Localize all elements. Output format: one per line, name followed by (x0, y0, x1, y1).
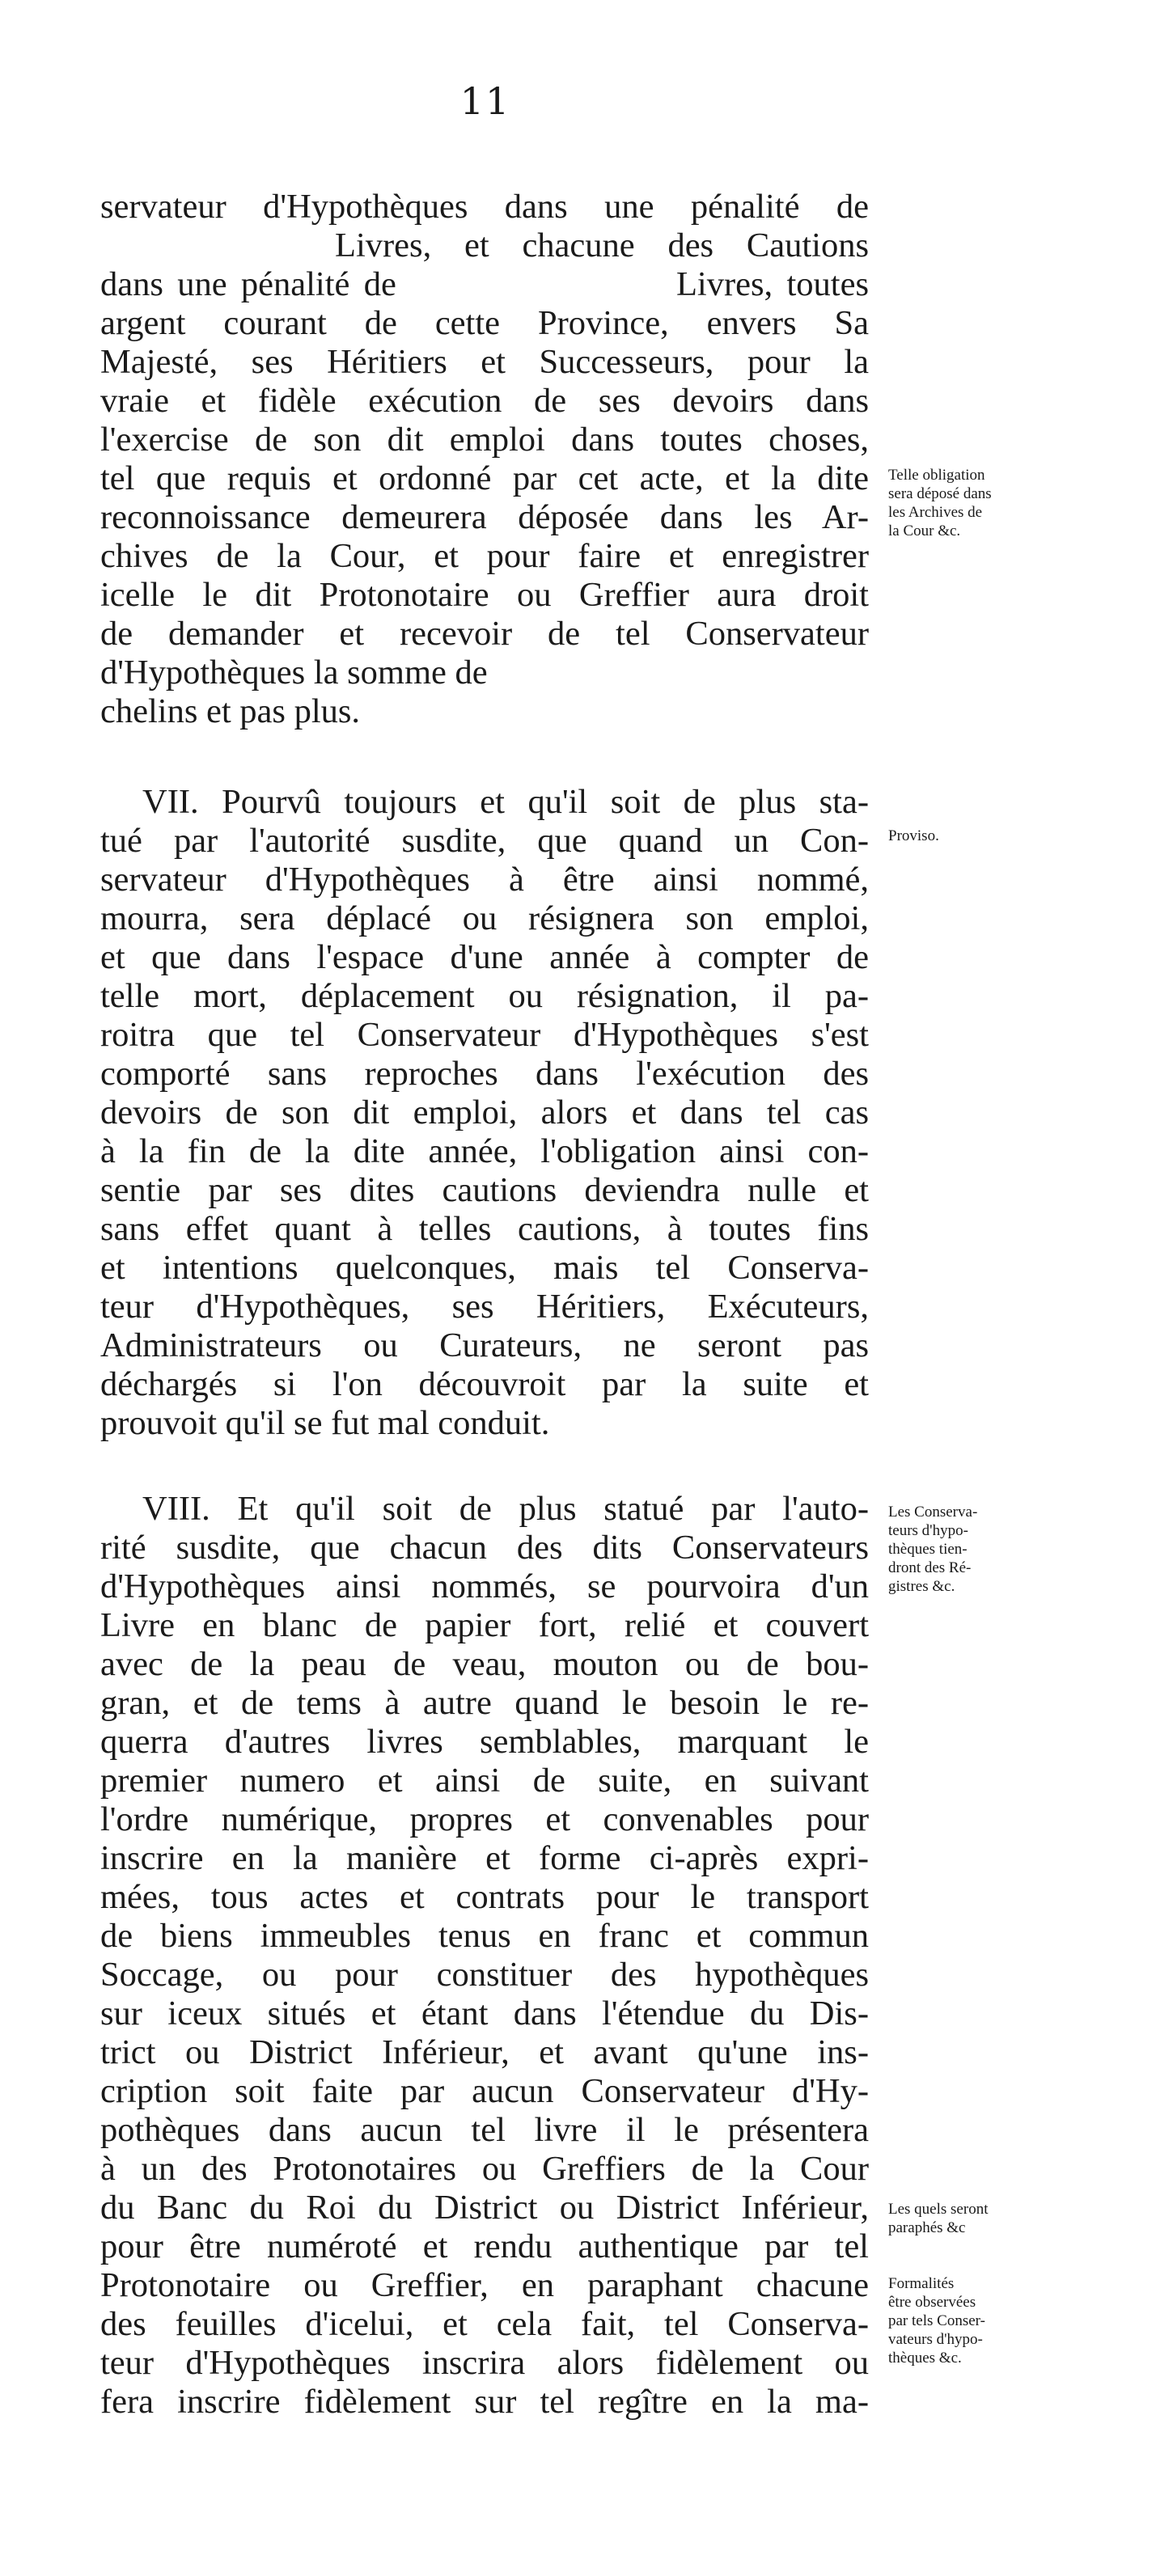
text-line: de biens immeubles tenus en franc et commun (100, 1917, 869, 1955)
note-line: vateurs d'hypo- (888, 2331, 983, 2348)
text-line: Livre en blanc de papier fort, relié et couvert (100, 1606, 869, 1644)
body-text (100, 188, 869, 2422)
text-line: argent courant de cette Province, envers Sa (100, 304, 869, 342)
text-line: VIII. Et qu'il soit de plus statué par l'auto- (142, 1490, 869, 1528)
text-line: teur d'Hypothèques inscrira alors fidèlement ou (100, 2344, 869, 2382)
text-line: déchargés si l'on découvroit par la suite et (100, 1365, 869, 1403)
text-line: tel que requis et ordonné par cet acte, et la dite (100, 459, 869, 497)
margin-note-obligation (888, 466, 1058, 540)
page-number: 11 (459, 79, 511, 123)
note-line: sera déposé dans (888, 485, 992, 502)
text-line: de demander et recevoir de tel Conservateur (100, 615, 869, 653)
margin-note-formalites (888, 2274, 1058, 2367)
text-line: vraie et fidèle exécution de ses devoirs dans (100, 382, 869, 420)
text-line: avec de la peau de veau, mouton ou de bou- (100, 1645, 869, 1683)
text-line: du Banc du Roi du District ou District Inférieur, (100, 2189, 869, 2227)
text-line: l'ordre numérique, propres et convenables pour (100, 1800, 869, 1838)
text-line: chelins et pas plus. (100, 692, 361, 730)
text-line: mées, tous actes et contrats pour le transport (100, 1878, 869, 1916)
text-line: roitra que tel Conservateur d'Hypothèques s'est (100, 1016, 869, 1054)
text-line: des feuilles d'icelui, et cela fait, tel Conserva- (100, 2305, 869, 2343)
text-line: icelle le dit Protonotaire ou Greffier aura droit (100, 576, 869, 614)
text-line: cription soit faite par aucun Conservateur d'Hy- (100, 2072, 869, 2110)
text-line: d'Hypothèques la somme de (100, 654, 488, 692)
text-line: tué par l'autorité susdite, que quand un Con- (100, 822, 869, 860)
text-line: servateur d'Hypothèques à être ainsi nommé, (100, 861, 869, 899)
text-line: sur iceux situés et étant dans l'étendue du Dis- (100, 1994, 869, 2032)
text-line: l'exercise de son dit emploi dans toutes choses, (100, 421, 869, 459)
note-line: paraphés &c (888, 2219, 966, 2236)
text-line: et que dans l'espace d'une année à compter de (100, 938, 869, 976)
note-line: thèques tien- (888, 1541, 968, 1558)
note-line: Les quels seront (888, 2201, 989, 2218)
paragraph-gap (100, 731, 869, 783)
note-line: teurs d'hypo- (888, 1522, 968, 1539)
margin-note-proviso (888, 827, 1058, 845)
text-line: d'Hypothèques ainsi nommés, se pourvoira d'un (100, 1567, 869, 1605)
note-line: Proviso. (888, 827, 939, 844)
note-line: Les Conserva- (888, 1504, 978, 1521)
note-line: Telle obligation (888, 467, 985, 484)
paragraph-gap (100, 1443, 869, 1490)
text-line: chives de la Cour, et pour faire et enregistrer (100, 537, 869, 575)
article-vii (100, 783, 869, 1443)
text-line: Majesté, ses Héritiers et Successeurs, pour la (100, 343, 869, 381)
note-line: Formalités (888, 2275, 955, 2292)
text-line: Soccage, ou pour constituer des hypothèques (100, 1956, 869, 1994)
article-viii (100, 1490, 869, 2422)
text-line: mourra, sera déplacé ou résignera son emploi, (100, 899, 869, 937)
text-line: Administrateurs ou Curateurs, ne seront pas (100, 1326, 869, 1364)
text-line: à un des Protonotaires ou Greffiers de la Cour (100, 2150, 869, 2188)
note-line: la Cour &c. (888, 522, 961, 539)
text-line: devoirs de son dit emploi, alors et dans tel cas (100, 1093, 869, 1131)
text-line: pothèques dans aucun tel livre il le présentera (100, 2111, 869, 2149)
text-line: premier numero et ainsi de suite, en suivant (100, 1762, 869, 1800)
text-line: sans effet quant à telles cautions, à toutes fins (100, 1210, 869, 1248)
text-line: fera inscrire fidèlement sur tel regître en la ma- (100, 2383, 869, 2421)
text-line: querra d'autres livres semblables, marquant le (100, 1723, 869, 1761)
note-line: être observées (888, 2294, 976, 2311)
text-line: comporté sans reproches dans l'exécution des (100, 1055, 869, 1093)
text-line: servateur d'Hypothèques dans une pénalité de (100, 188, 869, 226)
text-line: trict ou District Inférieur, et avant qu'une ins- (100, 2033, 869, 2071)
margin-note-registres (888, 1503, 1058, 1596)
note-line: thèques &c. (888, 2350, 962, 2367)
text-line: Protonotaire ou Greffier, en paraphant chacune (100, 2266, 869, 2304)
text-line: dans une pénalité de Livres, toutes (100, 265, 869, 303)
text-line: gran, et de tems à autre quand le besoin le re- (100, 1684, 869, 1722)
text-line: à la fin de la dite année, l'obligation ainsi con- (100, 1132, 869, 1170)
text-line: reconnoissance demeurera déposée dans les Ar- (100, 498, 869, 536)
text-line: rité susdite, que chacun des dits Conservateurs (100, 1529, 869, 1567)
paragraph-continuation (100, 188, 869, 731)
text-line: pour être numéroté et rendu authentique par tel (100, 2227, 869, 2265)
note-line: par tels Conser- (888, 2312, 985, 2329)
text-line: sentie par ses dites cautions deviendra nulle et (100, 1171, 869, 1209)
note-line: dront des Ré- (888, 1559, 972, 1576)
text-line: et intentions quelconques, mais tel Conserva- (100, 1249, 869, 1287)
text-line: teur d'Hypothèques, ses Héritiers, Exécuteurs, (100, 1288, 869, 1326)
text-line: Livres, et chacune des Cautions (335, 226, 869, 264)
text-line: VII. Pourvû toujours et qu'il soit de plus sta- (142, 783, 869, 821)
margin-note-paraphes (888, 2200, 1058, 2237)
text-line: telle mort, déplacement ou résignation, il pa- (100, 977, 869, 1015)
note-line: gistres &c. (888, 1578, 955, 1595)
text-line: prouvoit qu'il se fut mal conduit. (100, 1404, 550, 1442)
text-line: inscrire en la manière et forme ci-après expri- (100, 1839, 869, 1877)
note-line: les Archives de (888, 504, 983, 521)
